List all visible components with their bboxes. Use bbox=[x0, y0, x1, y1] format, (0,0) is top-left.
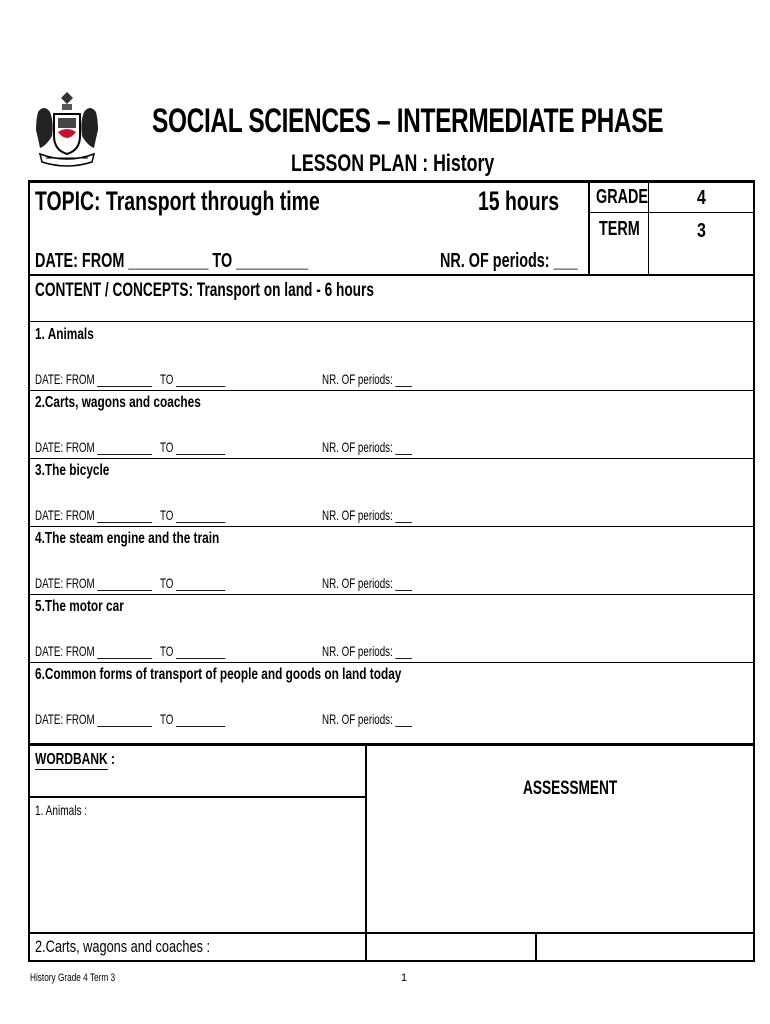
section-title: 2.Carts, wagons and coaches bbox=[35, 394, 201, 411]
content-heading: CONTENT / CONCEPTS: Transport on land - 6 hours bbox=[35, 280, 374, 301]
page-title: SOCIAL SCIENCES – INTERMEDIATE PHASE bbox=[152, 102, 664, 140]
term-label: TERM bbox=[599, 218, 640, 240]
section-date-from: DATE: FROM __________ bbox=[35, 643, 152, 659]
page-number: 1 bbox=[401, 972, 408, 984]
section-periods: NR. OF periods: ___ bbox=[322, 371, 412, 387]
section-divider bbox=[28, 390, 755, 391]
section-title: 4.The steam engine and the train bbox=[35, 530, 220, 547]
topic-date-line: DATE: FROM __________ TO _________ bbox=[35, 250, 309, 272]
section-date-to: TO _________ bbox=[160, 643, 226, 659]
term-value: 3 bbox=[697, 220, 706, 242]
section-periods: NR. OF periods: ___ bbox=[322, 711, 412, 727]
wordbank-heading: WORDBANK bbox=[35, 751, 108, 768]
section-divider bbox=[28, 662, 755, 663]
section-date-from: DATE: FROM __________ bbox=[35, 711, 152, 727]
section-date-from: DATE: FROM __________ bbox=[35, 507, 152, 523]
section-date-to: TO _________ bbox=[160, 711, 226, 727]
wordbank-item-carts: 2.Carts, wagons and coaches : bbox=[35, 937, 211, 956]
section-title: 6.Common forms of transport of people and goods on land today bbox=[35, 666, 402, 683]
page-subtitle: LESSON PLAN : History bbox=[291, 150, 495, 177]
topic-hours: 15 hours bbox=[478, 186, 560, 216]
section-date-from: DATE: FROM __________ bbox=[35, 371, 152, 387]
grade-value: 4 bbox=[697, 187, 706, 209]
section-divider bbox=[28, 594, 755, 595]
grade-label: GRADE bbox=[596, 186, 649, 208]
topic-label: TOPIC: Transport through time bbox=[35, 186, 320, 216]
section-divider bbox=[28, 458, 755, 459]
section-date-to: TO _________ bbox=[160, 507, 226, 523]
wordbank-item-animals: 1. Animals : bbox=[35, 802, 88, 818]
coat-of-arms-logo bbox=[32, 88, 102, 170]
section-title: 1. Animals bbox=[35, 326, 94, 343]
section-date-from: DATE: FROM __________ bbox=[35, 439, 152, 455]
section-date-to: TO _________ bbox=[160, 575, 226, 591]
section-periods: NR. OF periods: ___ bbox=[322, 575, 412, 591]
footer-left: History Grade 4 Term 3 bbox=[30, 972, 116, 984]
section-title: 3.The bicycle bbox=[35, 462, 110, 479]
section-date-to: TO _________ bbox=[160, 439, 226, 455]
section-periods: NR. OF periods: ___ bbox=[322, 439, 412, 455]
section-periods: NR. OF periods: ___ bbox=[322, 507, 412, 523]
wordbank-colon: : bbox=[107, 751, 115, 768]
topic-periods-line: NR. OF periods: ___ bbox=[440, 250, 578, 272]
section-date-to: TO _________ bbox=[160, 371, 226, 387]
section-periods: NR. OF periods: ___ bbox=[322, 643, 412, 659]
section-title: 5.The motor car bbox=[35, 598, 124, 615]
assessment-heading: ASSESSMENT bbox=[523, 778, 618, 799]
section-divider bbox=[28, 526, 755, 527]
section-date-from: DATE: FROM __________ bbox=[35, 575, 152, 591]
